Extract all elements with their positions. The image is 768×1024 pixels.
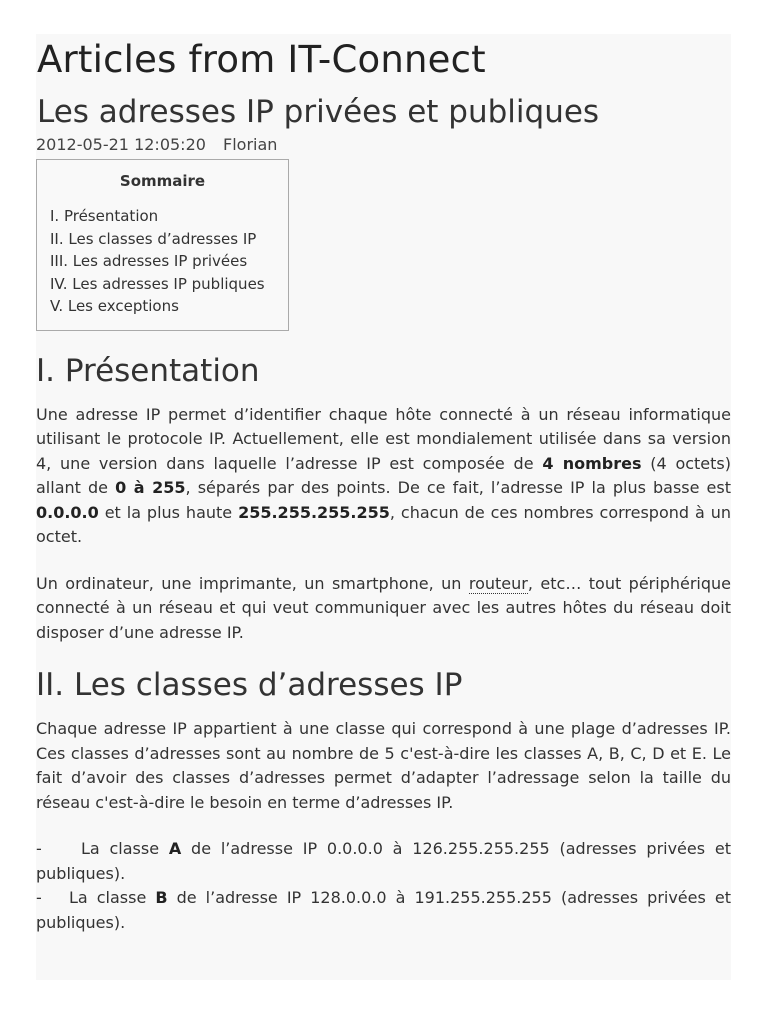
article-title: Les adresses IP privées et publiques xyxy=(37,94,600,130)
article-date: 2012-05-21 12:05:20 xyxy=(36,135,206,154)
toc-link-classes[interactable]: II. Les classes d’adresses IP xyxy=(50,229,257,248)
article-page xyxy=(36,34,731,980)
toc-link-public[interactable]: IV. Les adresses IP publiques xyxy=(50,274,265,293)
bold-text: 255.255.255.255 xyxy=(238,502,390,522)
list-item xyxy=(36,886,731,935)
article-author: Florian xyxy=(223,135,278,154)
text: de l’adresse IP 128.0.0.0 à 191.255.255.255 (adresses privées et publiques). xyxy=(36,888,731,932)
text: , séparés par des points. De ce fait, l’adresse IP la plus basse est xyxy=(185,478,731,497)
toc-list xyxy=(50,205,288,318)
text: (4 octets) allant de xyxy=(36,453,731,497)
table-of-contents xyxy=(36,159,289,331)
list-item xyxy=(36,837,731,886)
bold-text: B xyxy=(155,888,168,907)
section-heading-presentation: I. Présentation xyxy=(36,352,260,389)
toc-title: Sommaire xyxy=(119,172,206,190)
toc-item[interactable] xyxy=(50,250,288,273)
text: et la plus haute xyxy=(98,502,239,522)
paragraph: Chaque adresse IP appartient à une classe qui correspond à une plage d’adresses IP. Ces classes d’adresses sont au nombre de 5 c'est-à-dire les classes A, B, C, D et E. Le fait d’avoir des classes d’adresses permet d’adapter l’adressage selon la taille du réseau c'est-à-dire le besoin en terme d’adresses IP. xyxy=(36,719,731,812)
class-list xyxy=(36,837,731,935)
paragraph xyxy=(36,403,731,550)
routeur-link[interactable]: routeur xyxy=(468,573,528,593)
text: Une adresse IP permet d’identifier chaque hôte connecté à un réseau informatique utilisant le protocole IP. Actuellement, elle est mondialement utilisée dans sa version 4, une version dans laquelle l’adresse IP est composée de xyxy=(36,404,731,473)
toc-item[interactable] xyxy=(50,228,288,251)
toc-link-presentation[interactable]: I. Présentation xyxy=(50,207,159,225)
bold-text: A xyxy=(168,839,182,858)
site-title: Articles from IT-Connect xyxy=(37,38,486,81)
toc-link-exceptions[interactable]: V. Les exceptions xyxy=(50,297,179,315)
text: , chacun de ces nombres correspond à un octet. xyxy=(36,502,731,546)
text: de l’adresse IP 0.0.0.0 à 126.255.255.255 (adresses privées et publiques). xyxy=(36,839,731,883)
toc-link-private[interactable]: III. Les adresses IP privées xyxy=(50,252,248,270)
section-heading-classes: II. Les classes d’adresses IP xyxy=(36,667,463,703)
toc-item[interactable] xyxy=(50,273,288,296)
text: - La classe xyxy=(36,888,156,907)
text: , etc… tout périphérique connecté à un réseau et qui veut communiquer avec les autres hôtes du réseau doit disposer d’une adresse IP. xyxy=(36,573,731,642)
bold-text: 0.0.0.0 xyxy=(36,502,99,522)
text: Un ordinateur, une imprimante, un smartphone, un xyxy=(36,573,469,593)
text: - La classe xyxy=(36,839,169,858)
toc-item[interactable] xyxy=(50,205,288,228)
paragraph xyxy=(36,572,731,646)
bold-text: 0 à 255 xyxy=(115,478,186,497)
toc-item[interactable] xyxy=(50,295,288,318)
bold-text: 4 nombres xyxy=(542,453,642,473)
article-meta xyxy=(36,135,731,155)
